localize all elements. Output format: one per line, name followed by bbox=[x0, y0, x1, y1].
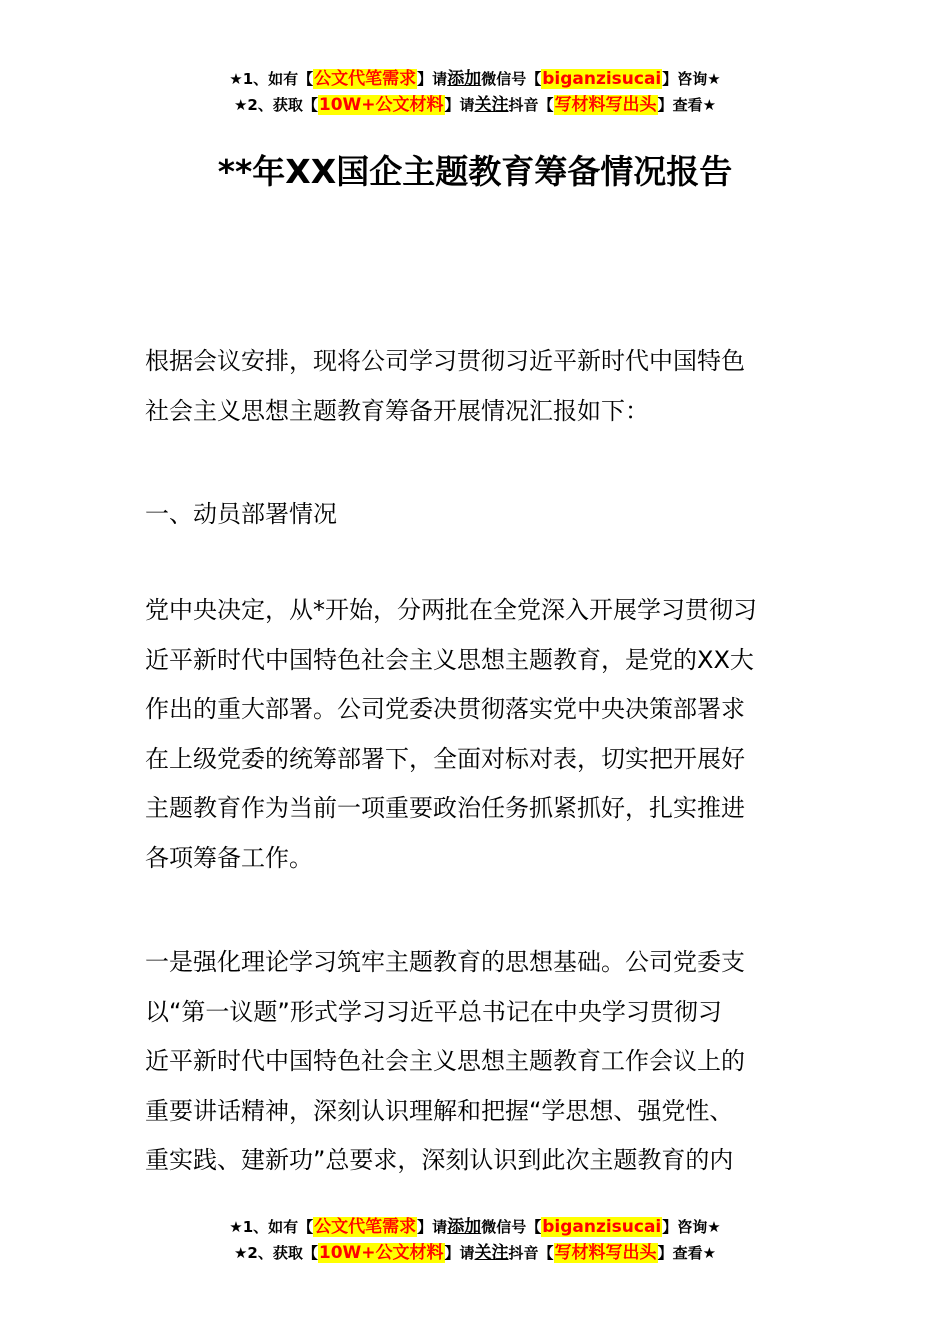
banner-text: ★1、如有【 bbox=[229, 70, 314, 88]
banner-emphasis: 添加 bbox=[447, 69, 482, 89]
text-line: 一是强化理论学习筑牢主题教育的思想基础。公司党委支 bbox=[145, 948, 745, 976]
banner-line-1 bbox=[0, 1214, 950, 1240]
footer-banner bbox=[0, 1214, 950, 1266]
banner-douyin-id: 写材料写出头 bbox=[554, 1243, 657, 1263]
section-heading: 一、动员部署情况 bbox=[145, 500, 337, 528]
banner-line-2 bbox=[0, 92, 950, 118]
text-line: 近平新时代中国特色社会主义思想主题教育工作会议上的 bbox=[145, 1047, 745, 1075]
banner-text: 】请 bbox=[417, 1218, 448, 1236]
banner-highlight: 10W+公文材料 bbox=[318, 95, 444, 115]
body-paragraph bbox=[145, 586, 810, 883]
banner-text: 微信号【 bbox=[481, 70, 542, 88]
banner-highlight: 公文代笔需求 bbox=[314, 1217, 417, 1237]
intro-paragraph bbox=[145, 337, 810, 436]
text-line: 近平新时代中国特色社会主义思想主题教育，是党的XX大 bbox=[145, 645, 754, 674]
banner-text: ★1、如有【 bbox=[229, 1218, 314, 1236]
banner-highlight: 公文代笔需求 bbox=[314, 69, 417, 89]
text-line: 重要讲话精神，深刻认识理解和把握“学思想、强党性、 bbox=[145, 1096, 734, 1125]
banner-text: 微信号【 bbox=[481, 1218, 542, 1236]
banner-wechat-id: biganzisucai bbox=[542, 69, 662, 89]
banner-text: 抖音【 bbox=[508, 96, 554, 114]
banner-text: ★2、获取【 bbox=[233, 96, 318, 114]
banner-text: 】咨询★ bbox=[662, 70, 721, 88]
banner-text: 】请 bbox=[444, 1244, 475, 1262]
text-line: 主题教育作为当前一项重要政治任务抓紧抓好，扎实推进 bbox=[145, 794, 745, 822]
banner-text: 】咨询★ bbox=[662, 1218, 721, 1236]
text-line: 根据会议安排，现将公司学习贯彻习近平新时代中国特色 bbox=[145, 347, 745, 375]
banner-emphasis: 关注 bbox=[474, 95, 509, 115]
header-banner bbox=[0, 66, 950, 118]
text-line: 以“第一议题”形式学习习近平总书记在中央学习贯彻习 bbox=[145, 997, 722, 1026]
banner-text: 抖音【 bbox=[508, 1244, 554, 1262]
banner-text: 】查看★ bbox=[657, 96, 717, 114]
banner-text: 】请 bbox=[417, 70, 448, 88]
banner-douyin-id: 写材料写出头 bbox=[554, 95, 657, 115]
text-line: 在上级党委的统筹部署下，全面对标对表，切实把开展好 bbox=[145, 744, 745, 773]
banner-text: 】查看★ bbox=[657, 1244, 717, 1262]
text-line: 作出的重大部署。公司党委决贯彻落实党中央决策部署求 bbox=[145, 695, 745, 723]
text-line: 重实践、建新功”总要求，深刻认识到此次主题教育的内 bbox=[145, 1146, 734, 1174]
document-title: **年XX国企主题教育筹备情况报告 bbox=[217, 152, 733, 191]
banner-line-2 bbox=[0, 1240, 950, 1266]
body-paragraph bbox=[145, 938, 810, 1186]
text-line: 社会主义思想主题教育筹备开展情况汇报如下： bbox=[145, 396, 649, 425]
banner-text: ★2、获取【 bbox=[233, 1244, 318, 1262]
banner-text: 】请 bbox=[444, 96, 475, 114]
text-line: 各项筹备工作。 bbox=[145, 843, 313, 872]
banner-emphasis: 添加 bbox=[447, 1217, 482, 1237]
text-line: 党中央决定，从*开始，分两批在全党深入开展学习贯彻习 bbox=[145, 596, 757, 624]
banner-line-1 bbox=[0, 66, 950, 92]
banner-emphasis: 关注 bbox=[474, 1243, 509, 1263]
banner-highlight: 10W+公文材料 bbox=[318, 1243, 444, 1263]
banner-wechat-id: biganzisucai bbox=[542, 1217, 662, 1237]
